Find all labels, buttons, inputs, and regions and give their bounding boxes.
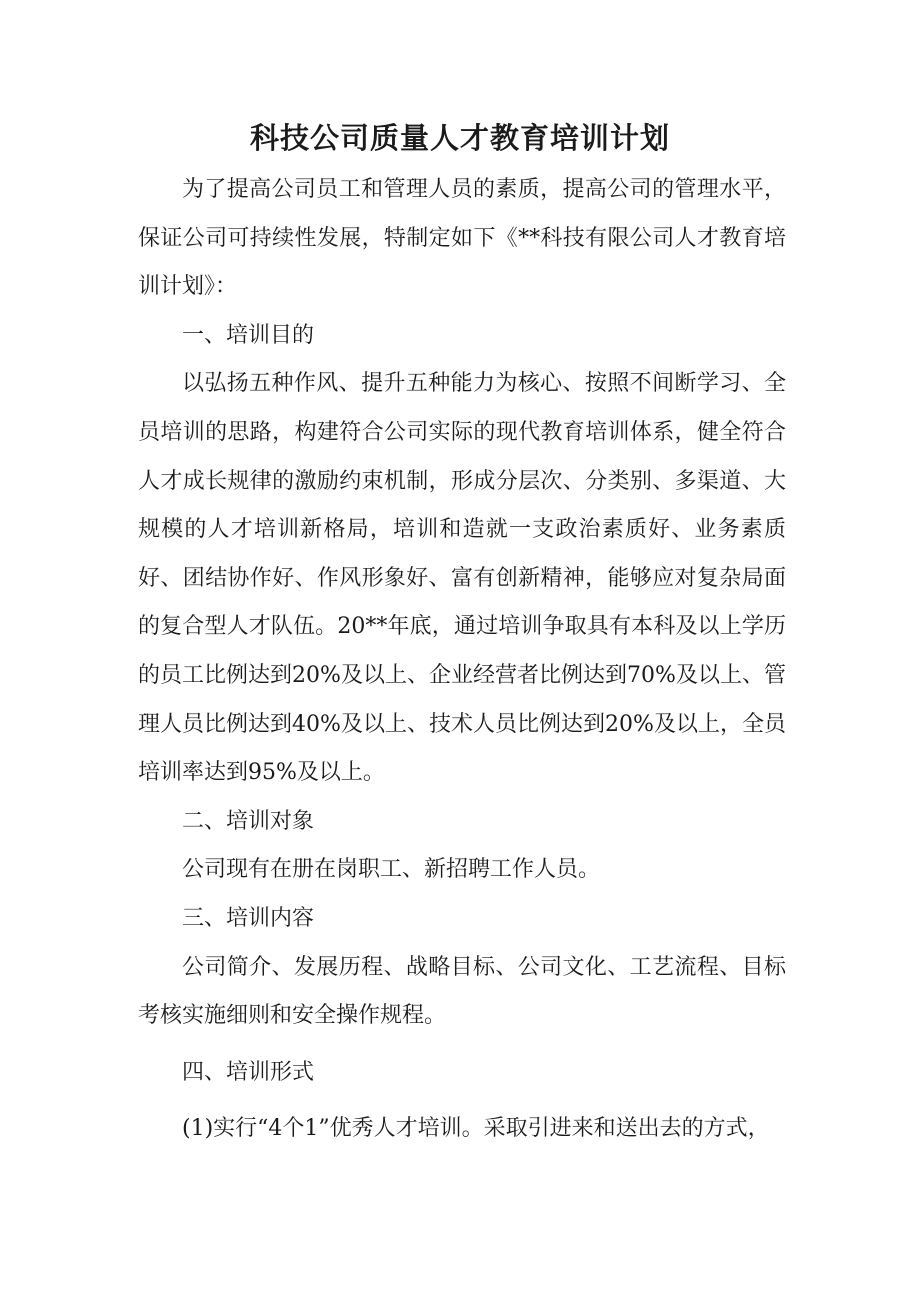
- section-heading-audience: 二、培训对象: [182, 808, 315, 834]
- section-heading-format: 四、培训形式: [182, 1059, 315, 1085]
- intro-paragraph: 为了提高公司员工和管理人员的素质，提高公司的管理水平，保证公司可持续性发展，特制定如下《**科技有限公司人才教育培训计划》：: [138, 177, 786, 300]
- format-paragraph: (1)实行“4个1”优秀人才培训。采取引进来和送出去的方式，: [182, 1116, 770, 1142]
- content-paragraph: 公司简介、发展历程、战略目标、公司文化、工艺流程、目标考核实施细则和安全操作规程。: [138, 954, 786, 1029]
- audience-paragraph: 公司现有在册在岗职工、新招聘工作人员。: [182, 857, 601, 883]
- purpose-paragraph: 以弘扬五种作风、提升五种能力为核心、按照不间断学习、全员培训的思路，构建符合公司实际的现代教育培训体系，健全符合人才成长规律的激励约束机制，形成分层次、分类别、多渠道、大规模的人才培训新格局，培训和造就一支政治素质好、业务素质好、团结协作好、作风形象好、富有创新精神，能够应对复杂局面的复合型人才队伍。20**年底，通过培训争取具有本科及以上学历的员工比例达到20%及以上、企业经营者比例达到70%及以上、管理人员比例达到40%及以上、技术人员比例达到20%及以上，全员培训率达到95%及以上。: [138, 371, 786, 786]
- document-body: [138, 166, 786, 1154]
- section-heading-content: 三、培训内容: [182, 905, 315, 931]
- section-heading-purpose: 一、培训目的: [182, 322, 315, 348]
- document-title: 科技公司质量人才教育培训计划: [249, 121, 670, 155]
